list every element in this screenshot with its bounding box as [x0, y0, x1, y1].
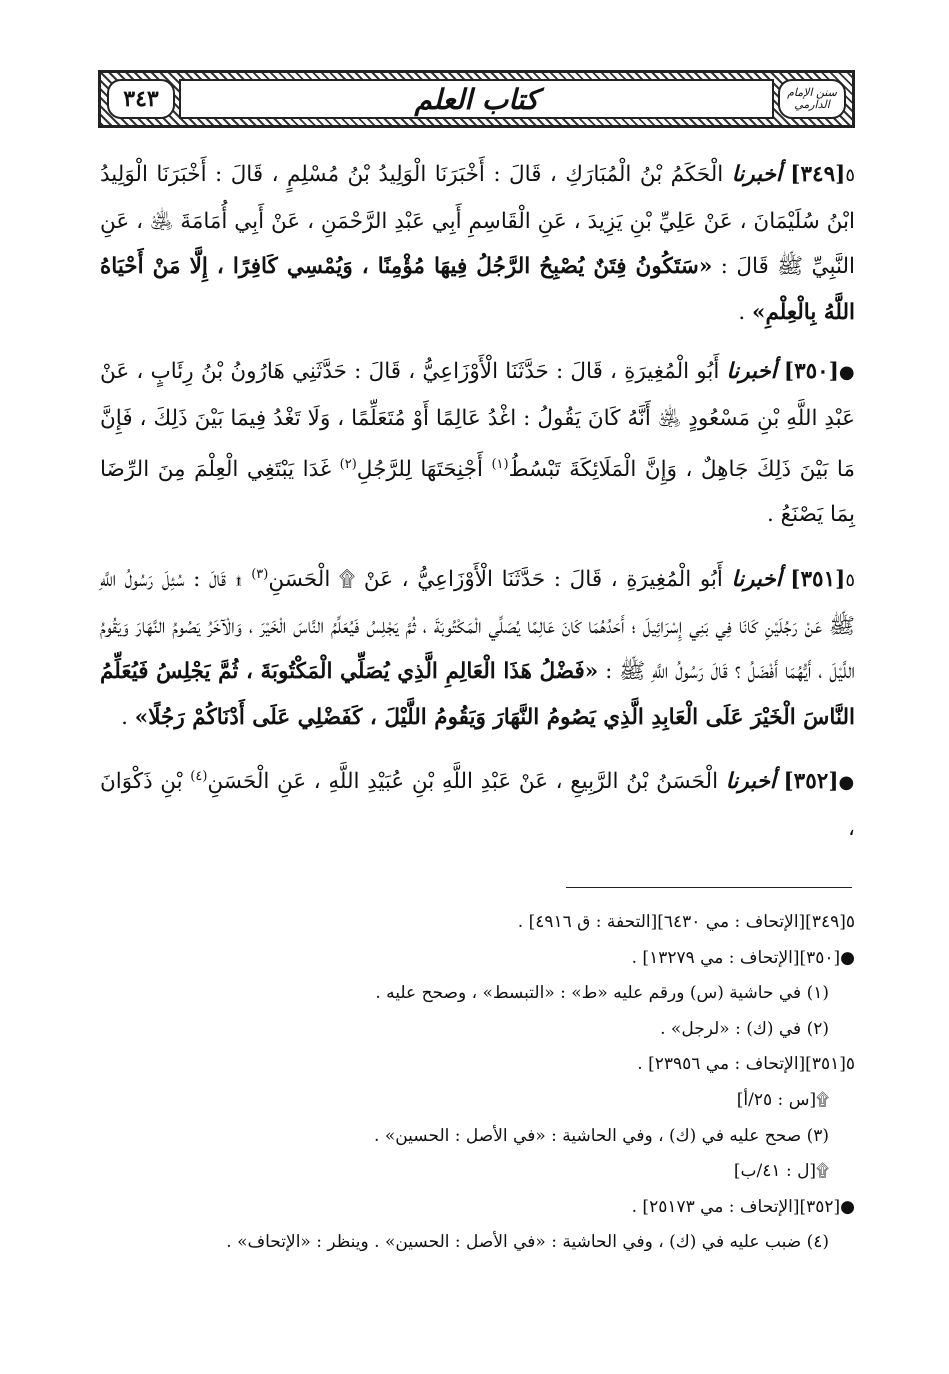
- hadith-marker: ٥: [845, 570, 855, 592]
- page-number: [107, 79, 175, 119]
- note-line: ٥[٣٥١][الإتحاف : مي ٢٣٩٥٦] .: [637, 1054, 855, 1075]
- hadith-350: [100, 349, 855, 538]
- hadith-number: [٣٥١]: [790, 567, 846, 593]
- hadith-number: [٣٥٠]: [783, 359, 839, 385]
- page-number-text: ٣٤٣: [123, 86, 159, 112]
- note-line: ●[٣٥٠][الإتحاف : مي ١٣٢٧٩] .: [631, 947, 855, 968]
- manuscript-ref: ۩[س : ٢٥/أ]: [736, 1089, 829, 1110]
- hadith-text: ۩ قَالَ : سُئِلَ رَسُولُ اللَّهِ ﷺ عَنْ رَجُلَيْنِ كَانَا فِي بَنِي إِسْرَائِيلَ ؛ أَحَدُهُمَا كَانَ عَالِمًا يُصَلِّي الْمَكْتُوبَةَ ، ثُمَّ يَجْلِسُ فَيُعَلِّمُ النَّاسَ الْخَيْرَ ، وَالْآخَرُ يَصُومُ النَّهَارَ وَيَقُومُ اللَّيْلَ ، أَيُّهُمَا أَفْضَلُ ؟ قَالَ رَسُولُ اللَّهِ ﷺ :: [100, 567, 855, 685]
- footnote-item: (١) في حاشية (س) ورقم عليه «ط» : «التبسط» ، وصحح عليه .: [375, 983, 829, 1004]
- hadith-lead: أخبرنا: [731, 162, 782, 187]
- header-title-frame: [179, 79, 774, 119]
- book-logo: [778, 79, 846, 119]
- footnote-separator: [566, 887, 852, 888]
- logo-text: سنن الإمام الدارمي: [787, 86, 837, 111]
- hadith-text: الْحَكَمُ بْنُ الْمُبَارَكِ ، قَالَ : أَخْبَرَنَا الْوَلِيدُ بْنُ مُسْلِمٍ ، قَالَ : أَخْبَرَنَا الْوَلِيدُ ابْنُ سُلَيْمَانَ ، عَنْ عَلِيِّ بْنِ يَزِيدَ ، عَنِ الْقَاسِمِ أَبِي عَبْدِ الرَّحْمَنِ ، عَنْ أَبِي أُمَامَةَ ﵁ ، عَنِ النَّبِيِّ ﷺ قَالَ :: [100, 162, 855, 280]
- footnote-ref[interactable]: (٤): [190, 769, 208, 785]
- hadith-text: أَبُو الْمُغِيرَةِ ، قَالَ : حَدَّثَنَا الْأَوْزَاعِيُّ ، عَنْ ۩ الْحَسَنِ: [268, 567, 732, 593]
- hadith-marker: ●: [838, 362, 855, 384]
- note-line: ٥[٣٤٩][الإتحاف : مي ٦٤٣٠][التحفة : ق ٤٩١٦] .: [517, 912, 855, 932]
- footnotes: [120, 905, 855, 1261]
- hadith-lead: أخبرنا: [725, 769, 776, 795]
- hadith-marker: ٥: [845, 165, 855, 186]
- hadith-352: [100, 754, 855, 851]
- footnote-ref[interactable]: (٣): [251, 566, 269, 582]
- hadith-number: [٣٥٢]: [783, 769, 839, 795]
- page-header: [98, 70, 855, 128]
- hadith-351: [100, 552, 855, 741]
- hadith-text: غَدَا يَبْتَغِي الْعِلْمَ مِنَ الرِّضَا بِمَا يَصْنَعُ .: [100, 456, 855, 528]
- hadith-text: أَجْنِحَتَهَا لِلرَّجُلِ: [356, 456, 492, 482]
- hadith-text: الْحَسَنُ بْنُ الرَّبِيعِ ، عَنْ عَبْدِ اللَّهِ بْنِ عُبَيْدِ اللَّهِ ، عَنِ الْحَسَنِ: [207, 769, 726, 795]
- footnote-item: (٢) في (ك) : «لرجل» .: [660, 1018, 829, 1039]
- hadith-matn: «فَضْلُ هَذَا الْعَالِمِ الَّذِي يُصَلِّي الْمَكْتُوبَةَ ، ثُمَّ يَجْلِسُ فَيُعَلِّمُ النَّاسَ الْخَيْرَ عَلَى الْعَابِدِ الَّذِي يَصُومُ النَّهَارَ وَيَقُومُ اللَّيْلَ ، كَفَضْلِي عَلَى أَدْنَاكُمْ رَجُلًا»: [100, 659, 855, 730]
- footnote-item: (٣) صحح عليه في (ك) ، وفي الحاشية : «في الأصل : الحسين» .: [374, 1125, 829, 1146]
- hadith-lead: أخبرنا: [731, 567, 782, 593]
- note-line: ●[٣٥٢][الإتحاف : مي ٢٥١٧٣] .: [631, 1196, 855, 1217]
- hadith-349: [100, 152, 855, 335]
- hadith-text: .: [738, 299, 753, 325]
- footnote-ref[interactable]: (٢): [339, 456, 357, 472]
- hadith-text: أَبُو الْمُغِيرَةِ ، قَالَ : حَدَّثَنَا الْأَوْزَاعِيُّ ، قَالَ : حَدَّثَنِي هَارُونُ بْنُ رِئَابٍ ، عَنْ عَبْدِ اللَّهِ بْنِ مَسْعُودٍ ﵁ أَنَّهُ كَانَ يَقُولُ : اغْدُ عَالِمًا أَوْ مُتَعَلِّمًا ، وَلَا تَغْدُ فِيمَا بَيْنَ ذَلِكَ ، فَإِنَّ مَا بَيْنَ ذَلِكَ جَاهِلٌ ، وَإِنَّ الْمَلَائِكَةَ تَبْسُطُ: [100, 359, 856, 482]
- chapter-title: كتاب العلم: [414, 82, 539, 116]
- footnote-item: (٤) ضبب عليه في (ك) ، وفي الحاشية : «في الأصل : الحسين» . وينظر : «الإتحاف» .: [226, 1232, 829, 1253]
- hadith-number: [٣٤٩]: [790, 162, 846, 187]
- footnote-ref[interactable]: (١): [491, 456, 509, 472]
- hadith-matn: «سَتَكُونُ فِتَنٌ يُصْبِحُ الرَّجُلُ فِيهَا مُؤْمِنًا ، وَيُمْسِي كَافِرًا ، إِلَّا مَنْ أَحْيَاهُ اللَّهُ بِالْعِلْمِ»: [100, 254, 855, 325]
- hadith-text: بْنِ ذَكْوَانَ ،: [100, 769, 855, 842]
- hadith-lead: أخبرنا: [726, 359, 777, 385]
- main-text: [100, 152, 855, 866]
- hadith-text: .: [121, 704, 135, 730]
- manuscript-ref: ۩[ل : ٤١/ب]: [733, 1161, 829, 1182]
- hadith-marker: ●: [838, 772, 855, 794]
